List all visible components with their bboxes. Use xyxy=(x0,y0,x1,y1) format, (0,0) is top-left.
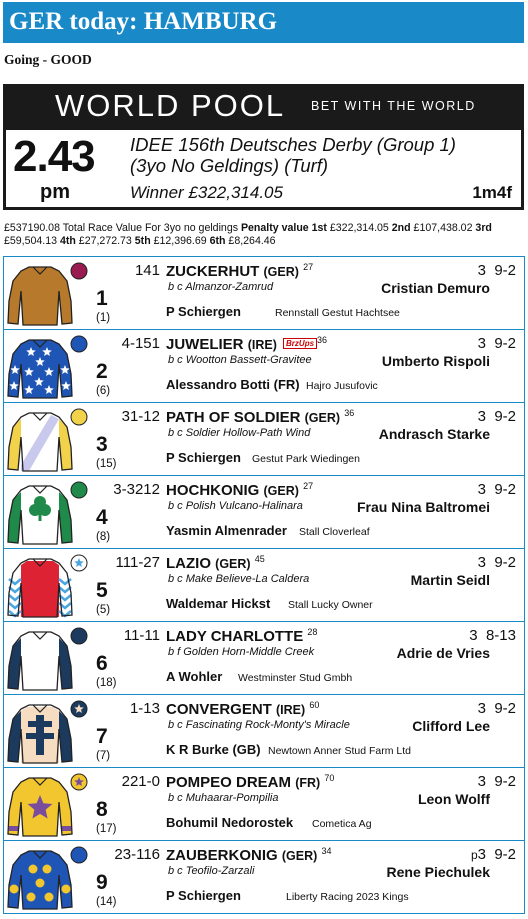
horse-name[interactable]: ZAUBERKONIG xyxy=(166,847,278,864)
runner-number: 1 xyxy=(96,287,108,310)
age-weight xyxy=(478,481,516,498)
runner-draw: (14) xyxy=(96,896,117,908)
jockey-cap-icon xyxy=(70,627,88,645)
age-weight xyxy=(469,627,516,644)
runner-name-block xyxy=(166,846,331,864)
horse-breeding: b c Almanzor-Zamrud xyxy=(168,281,274,293)
runner-number: 8 xyxy=(96,798,108,821)
horse-country: (GER) xyxy=(304,411,341,425)
title-bar xyxy=(3,2,524,43)
jockey-name[interactable]: Cristian Demuro xyxy=(381,280,490,296)
horse-country: (IRE) xyxy=(247,338,277,352)
prize-sixth: £8,264.46 xyxy=(225,235,276,247)
jockey-cap-icon xyxy=(70,408,88,426)
horse-country: (IRE) xyxy=(276,703,306,717)
jockey-silk-icon xyxy=(7,772,73,838)
horse-weight: 9-2 xyxy=(494,554,516,571)
horse-weight: 8-13 xyxy=(485,627,516,644)
jockey-cap-icon xyxy=(70,846,88,864)
race-header xyxy=(3,84,524,210)
race-name xyxy=(130,134,520,176)
runner-draw: (18) xyxy=(96,677,117,689)
horse-age: 3 xyxy=(469,627,478,644)
runner-draw: (7) xyxy=(96,750,111,762)
jockey-silk-icon xyxy=(7,334,73,400)
prize-first: £322,314.05 xyxy=(326,222,392,234)
runner-number: 6 xyxy=(96,652,108,675)
runner-name-block xyxy=(166,335,327,353)
jockey-name[interactable]: Adrie de Vries xyxy=(396,645,490,661)
jockey-silk-icon xyxy=(7,699,73,765)
horse-weight: 9-2 xyxy=(494,262,516,279)
jockey-cap-icon xyxy=(70,700,88,718)
prize-fifth-label: 5th xyxy=(134,235,151,247)
runner-number: 4 xyxy=(96,506,108,529)
jockey-name[interactable]: Leon Wolff xyxy=(417,791,490,807)
runner-form: 31-12 xyxy=(121,408,160,425)
trainer-name[interactable]: Alessandro Botti (FR) xyxy=(166,377,300,392)
runner-draw: (6) xyxy=(96,385,111,397)
age-weight xyxy=(478,408,516,425)
prize-third-label: 3rd xyxy=(475,222,492,234)
runner-form: 4-151 xyxy=(121,335,160,352)
prize-intro: £537190.08 Total Race Value For 3yo no geldings xyxy=(4,222,241,234)
jockey-cap-icon xyxy=(70,773,88,791)
runner-name-block xyxy=(166,408,354,426)
owner-name: Newtown Anner Stud Farm Ltd xyxy=(268,745,411,757)
prize-sixth-label: 6th xyxy=(209,235,226,247)
runner-row[interactable] xyxy=(3,840,525,914)
runner-number: 5 xyxy=(96,579,108,602)
owner-name: Rennstall Gestut Hachtsee xyxy=(275,307,400,319)
runner-number: 7 xyxy=(96,725,108,748)
world-pool-logo: WORLD POOL xyxy=(55,88,286,123)
horse-country: (FR) xyxy=(295,776,321,790)
jockey-cap-icon xyxy=(70,554,88,572)
jockey-silk-icon xyxy=(7,261,73,327)
age-weight xyxy=(478,700,516,717)
runner-row[interactable] xyxy=(3,475,525,549)
runner-draw: (5) xyxy=(96,604,111,616)
runner-name-block xyxy=(166,481,313,499)
horse-breeding: b c Soldier Hollow-Path Wind xyxy=(168,427,311,439)
horse-breeding: b c Fascinating Rock-Monty's Miracle xyxy=(168,719,350,731)
page-title: GER today: HAMBURG xyxy=(9,8,278,35)
runner-draw: (1) xyxy=(96,312,111,324)
trainer-name[interactable]: A Wohler xyxy=(166,669,223,684)
runner-name-block xyxy=(166,700,319,718)
trainer-name[interactable]: K R Burke (GB) xyxy=(166,742,261,757)
horse-age: 3 xyxy=(477,335,486,352)
horse-age: 3 xyxy=(477,554,486,571)
runner-row[interactable] xyxy=(3,256,525,330)
owner-name: Westminster Stud Gmbh xyxy=(238,672,353,684)
horse-name[interactable]: PATH OF SOLDIER xyxy=(166,409,301,426)
runner-row[interactable] xyxy=(3,767,525,841)
age-weight xyxy=(478,335,516,352)
horse-name[interactable]: ZUCKERHUT xyxy=(166,263,260,280)
runner-form: 111-27 xyxy=(115,554,160,571)
horse-weight: 9-2 xyxy=(494,846,516,863)
jockey-name[interactable]: Martin Seidl xyxy=(410,572,490,588)
jockey-silk-icon xyxy=(7,553,73,619)
race-name-line2: (3yo No Geldings) (Turf) xyxy=(130,155,329,176)
jockey-name[interactable]: Umberto Rispoli xyxy=(381,353,490,369)
jockey-cap-icon xyxy=(70,335,88,353)
runner-row[interactable] xyxy=(3,402,525,476)
runner-name-block xyxy=(166,554,265,572)
horse-breeding: b c Teofilo-Zarzali xyxy=(168,865,255,877)
horse-name[interactable]: CONVERGENT xyxy=(166,701,272,718)
horse-breeding: b c Muhaarar-Pompilia xyxy=(168,792,279,804)
horse-rating: 60 xyxy=(309,700,320,710)
age-weight xyxy=(478,554,516,571)
horse-age: 3 xyxy=(477,846,486,863)
horse-age: 3 xyxy=(477,700,486,717)
horse-breeding: b c Make Believe-La Caldera xyxy=(168,573,310,585)
owner-name: Hajro Jusufovic xyxy=(306,380,378,392)
horse-weight: 9-2 xyxy=(494,700,516,717)
horse-breeding: b c Polish Vulcano-Halinara xyxy=(168,500,303,512)
prize-breakdown xyxy=(4,222,526,248)
horse-country: (GER) xyxy=(215,557,251,571)
horse-weight: 9-2 xyxy=(494,773,516,790)
trainer-name[interactable]: Waldemar Hickst xyxy=(166,596,271,611)
horse-breeding: b f Golden Horn-Middle Creek xyxy=(168,646,315,658)
jockey-silk-icon xyxy=(7,626,73,692)
jockey-cap-icon xyxy=(70,481,88,499)
world-pool-tagline: BET WITH THE WORLD xyxy=(311,99,476,113)
prize-second: £107,438.02 xyxy=(410,222,476,234)
runner-row[interactable] xyxy=(3,621,525,695)
prize-fourth: £27,272.73 xyxy=(75,235,135,247)
owner-name: Cometica Ag xyxy=(312,818,372,830)
horse-rating: 34 xyxy=(321,846,332,856)
horse-rating: 36 xyxy=(344,408,355,418)
runner-form: 221-0 xyxy=(121,773,160,790)
race-ampm: pm xyxy=(40,181,70,203)
jockey-silk-icon xyxy=(7,480,73,546)
race-info-panel xyxy=(6,130,521,207)
horse-age: 3 xyxy=(477,481,486,498)
horse-rating: 36 xyxy=(317,335,328,345)
runner-form: 11-11 xyxy=(123,627,160,644)
prize-second-label: 2nd xyxy=(391,222,411,234)
race-distance: 1m4f xyxy=(472,183,512,202)
trainer-name[interactable]: Bohumil Nedorostek xyxy=(166,815,294,830)
runner-form: 141 xyxy=(134,262,160,279)
horse-weight: 9-2 xyxy=(494,481,516,498)
brzups-badge-icon: BrzUps xyxy=(283,338,317,349)
trainer-name[interactable]: P Schiergen xyxy=(166,450,241,465)
runner-row[interactable] xyxy=(3,548,525,622)
horse-name[interactable]: JUWELIER xyxy=(166,336,244,353)
owner-name: Stall Cloverleaf xyxy=(299,526,370,538)
runner-form: 23-116 xyxy=(114,846,160,863)
runner-form: 1-13 xyxy=(129,700,160,717)
runner-row[interactable] xyxy=(3,694,525,768)
runner-number: 2 xyxy=(96,360,108,383)
horse-breeding: b c Wootton Bassett-Gravitee xyxy=(168,354,312,366)
race-time: 2.43 xyxy=(13,132,95,181)
jockey-name[interactable]: Frau Nina Baltromei xyxy=(356,499,490,515)
trainer-name[interactable]: P Schiergen xyxy=(166,888,241,903)
going-label: Going - GOOD xyxy=(4,52,92,67)
race-name-line1: IDEE 156th Deutsches Derby (Group 1) xyxy=(130,134,456,155)
owner-name: Gestut Park Wiedingen xyxy=(252,453,360,465)
horse-country: (GER) xyxy=(263,484,299,498)
horse-age: 3 xyxy=(477,262,486,279)
horse-rating: 45 xyxy=(254,554,265,564)
runner-draw: (17) xyxy=(96,823,117,835)
horse-name[interactable]: POMPEO DREAM xyxy=(166,774,292,791)
horse-rating: 70 xyxy=(324,773,335,783)
equipment-prefix: p xyxy=(470,848,478,862)
runner-draw: (8) xyxy=(96,531,111,543)
runner-row[interactable] xyxy=(3,329,525,403)
prize-fourth-label: 4th xyxy=(59,235,76,247)
prize-penalty-label: Penalty value 1st xyxy=(240,222,327,234)
race-winner-prize: Winner £322,314.05 xyxy=(130,183,283,202)
jockey-name[interactable]: Rene Piechulek xyxy=(386,864,490,880)
runner-form: 3-3212 xyxy=(113,481,160,498)
trainer-name[interactable]: P Schiergen xyxy=(166,304,241,319)
jockey-silk-icon xyxy=(7,407,73,473)
horse-rating: 28 xyxy=(307,627,318,637)
horse-rating: 27 xyxy=(303,481,314,491)
jockey-name[interactable]: Clifford Lee xyxy=(412,718,490,734)
runner-number: 3 xyxy=(96,433,108,456)
age-weight xyxy=(478,262,516,279)
horse-rating: 27 xyxy=(303,262,314,272)
trainer-name[interactable]: Yasmin Almenrader xyxy=(166,523,287,538)
age-weight xyxy=(471,846,516,863)
runner-number: 9 xyxy=(96,871,108,894)
runner-name-block xyxy=(166,262,313,280)
horse-age: 3 xyxy=(477,773,486,790)
owner-name: Stall Lucky Owner xyxy=(288,599,373,611)
jockey-cap-icon xyxy=(70,262,88,280)
prize-third: £59,504.13 xyxy=(4,235,60,247)
age-weight xyxy=(478,773,516,790)
owner-name: Liberty Racing 2023 Kings xyxy=(286,891,409,903)
prize-fifth: £12,396.69 xyxy=(150,235,210,247)
jockey-name[interactable]: Andrasch Starke xyxy=(378,426,490,442)
horse-country: (GER) xyxy=(281,849,318,863)
horse-weight: 9-2 xyxy=(494,408,516,425)
runner-name-block xyxy=(166,773,334,791)
horse-age: 3 xyxy=(477,408,486,425)
runner-draw: (15) xyxy=(96,458,117,470)
jockey-silk-icon xyxy=(7,845,73,911)
horse-country: (GER) xyxy=(263,265,299,279)
horse-weight: 9-2 xyxy=(494,335,516,352)
horse-name[interactable]: LADY CHARLOTTE xyxy=(166,628,304,645)
horse-name[interactable]: LAZIO xyxy=(166,555,211,572)
runner-name-block xyxy=(166,627,317,645)
horse-name[interactable]: HOCHKONIG xyxy=(166,482,260,499)
